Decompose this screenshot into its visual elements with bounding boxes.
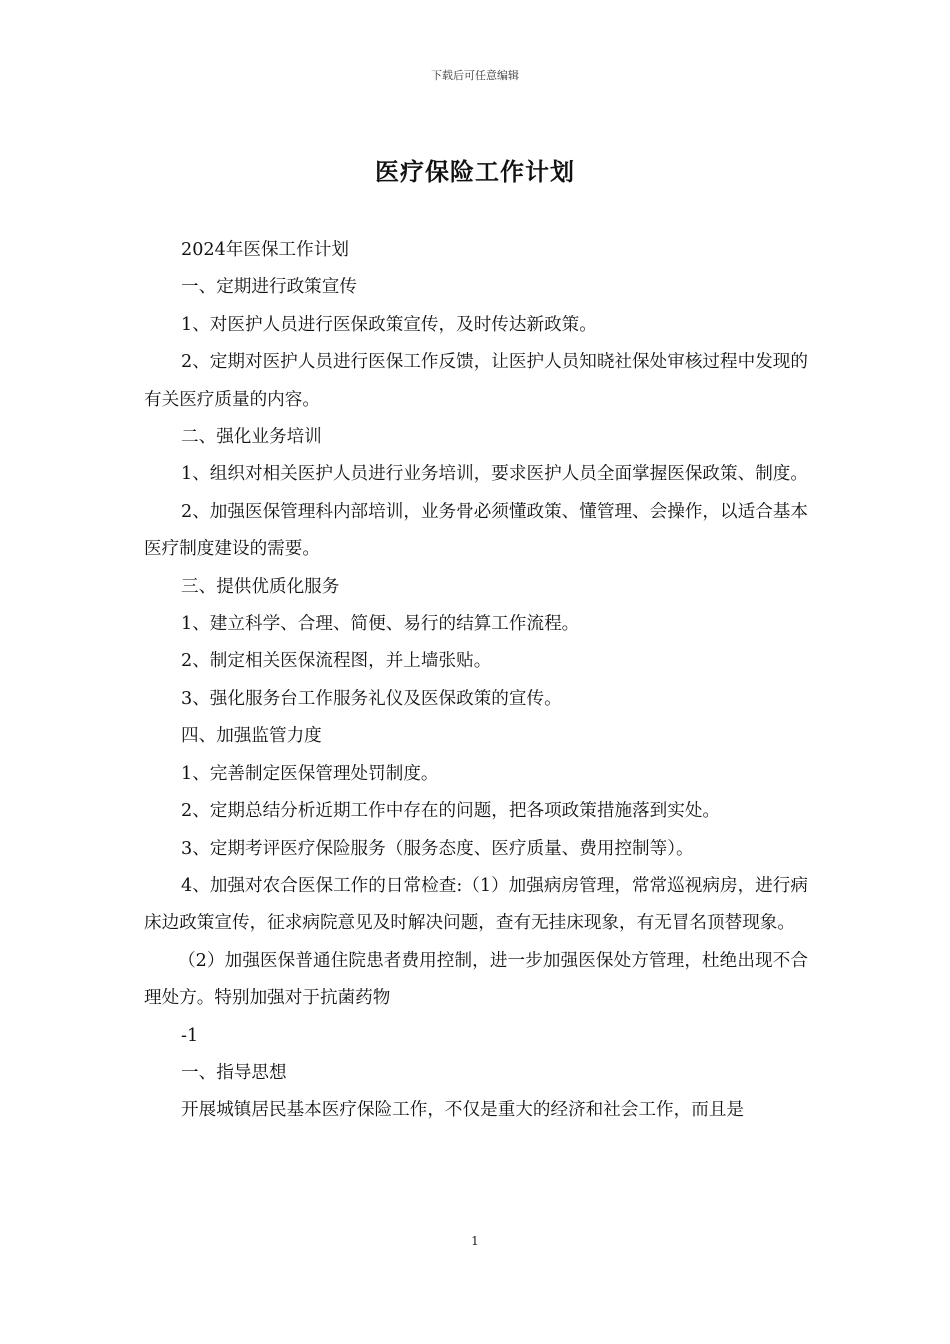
paragraph-item: 3、定期考评医疗保险服务（服务态度、医疗质量、费用控制等）。	[181, 838, 694, 859]
paragraph-item: 4、加强对农合医保工作的日常检查:（1）加强病房管理，常常巡视病房，进行病床边政策宣传，征求病院意见及时解决问题，查有无挂床现象，有无冒名顶替现象。	[144, 875, 808, 934]
paragraph-item: 2、加强医保管理科内部培训，业务骨必须懂政策、懂管理、会操作，以适合基本医疗制度建设的需要。	[144, 501, 808, 560]
paragraph-item: 开展城镇居民基本医疗保险工作，不仅是重大的经济和社会工作，而且是	[181, 1100, 745, 1121]
paragraph-item: 3、强化服务台工作服务礼仪及医保政策的宣传。	[181, 688, 562, 709]
heading-supervision: 四、加强监管力度	[181, 726, 322, 747]
paragraph-item: 1、建立科学、合理、简便、易行的结算工作流程。	[181, 614, 580, 635]
page-number: 1	[471, 1234, 479, 1248]
paragraph-plan-year: 2024年医保工作计划	[181, 240, 349, 260]
paragraph-item: 1、完善制定医保管理处罚制度。	[181, 763, 439, 784]
paragraph-item: 1、对医护人员进行医保政策宣传，及时传达新政策。	[181, 314, 597, 335]
paragraph-item: 1、组织对相关医护人员进行业务培训，要求医护人员全面掌握医保政策、制度。	[181, 464, 808, 485]
heading-quality-service: 三、提供优质化服务	[181, 576, 340, 597]
heading-business-training: 二、强化业务培训	[181, 427, 322, 448]
paragraph-marker: -1	[181, 1025, 199, 1046]
paragraph-item: 2、制定相关医保流程图，并上墙张贴。	[181, 651, 492, 672]
paragraph-item: 2、定期对医护人员进行医保工作反馈，让医护人员知晓社保处审核过程中发现的有关医疗质量的内容。	[144, 352, 808, 410]
heading-policy-promotion: 一、定期进行政策宣传	[181, 277, 357, 298]
document-title: 医疗保险工作计划	[375, 158, 575, 186]
heading-guiding-ideology: 一、指导思想	[181, 1062, 287, 1083]
document-body	[144, 232, 808, 1130]
paragraph-item: 2、定期总结分析近期工作中存在的问题，把各项政策措施落到实处。	[181, 801, 721, 822]
paragraph-item: （2）加强医保普通住院患者费用控制，进一步加强医保处方管理，杜绝出现不合理处方。特别加强对于抗菌药物	[144, 950, 808, 1009]
header-note: 下载后可任意编辑	[431, 69, 519, 82]
